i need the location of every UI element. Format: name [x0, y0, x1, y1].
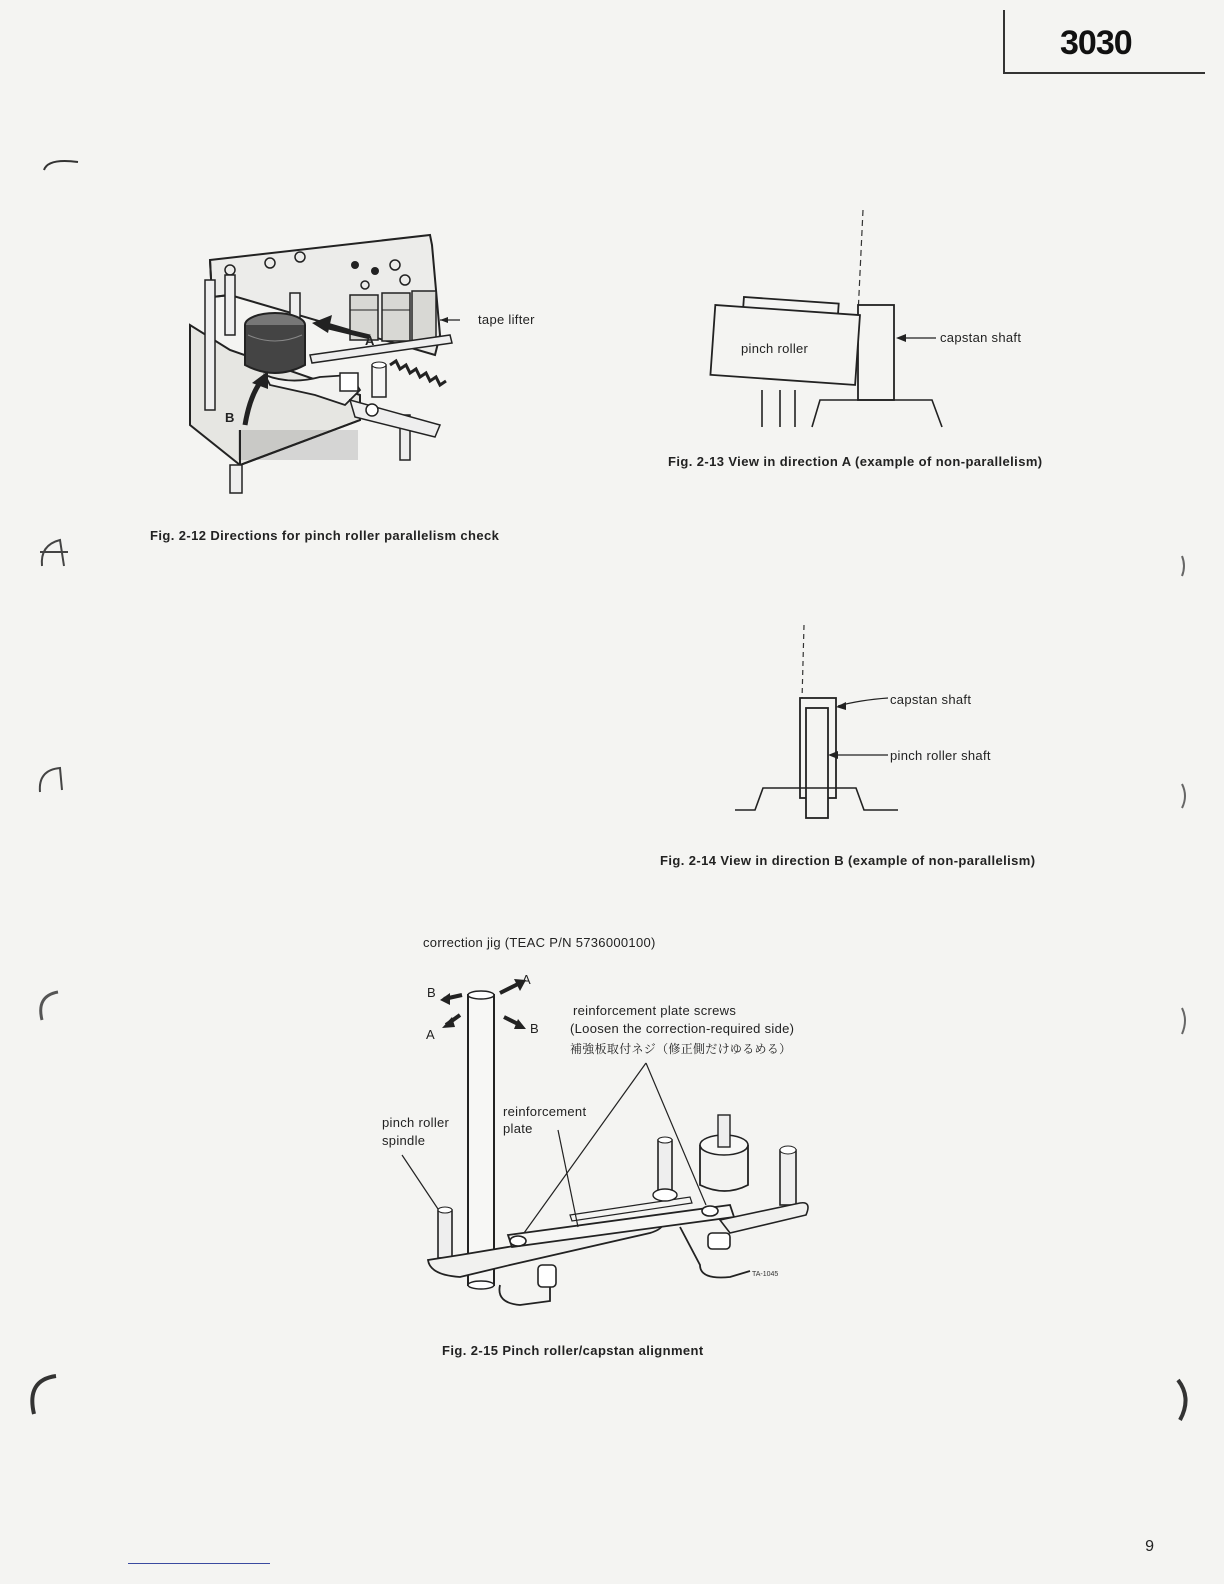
jig-dir-a-right: A	[522, 972, 531, 987]
fig-2-15-caption: Fig. 2-15 Pinch roller/capstan alignment	[442, 1343, 704, 1358]
screws-label-line2: (Loosen the correction-required side)	[570, 1021, 795, 1036]
fig-2-14-caption: Fig. 2-14 View in direction B (example of non-parallelism)	[660, 853, 1036, 868]
drawing-code: TA-1045	[752, 1271, 779, 1278]
capstan-shaft-label: capstan shaft	[940, 330, 1022, 345]
fig-2-12-caption: Fig. 2-12 Directions for pinch roller parallelism check	[150, 528, 500, 543]
reinforcement-plate-label-line2: plate	[503, 1121, 533, 1136]
bottom-rule	[128, 1563, 270, 1564]
page-number: 9	[1145, 1538, 1154, 1555]
direction-b-label: B	[225, 410, 235, 425]
spindle-label-line1: pinch roller	[382, 1115, 450, 1130]
binder-hole-marks	[0, 0, 90, 1584]
tape-lifter-label: tape lifter	[478, 312, 535, 327]
fig-2-13-caption: Fig. 2-13 View in direction A (example of non-parallelism)	[668, 454, 1043, 469]
pinch-roller-label: pinch roller	[741, 341, 809, 356]
right-edge-marks	[1170, 0, 1224, 1584]
pinch-roller-shaft-label: pinch roller shaft	[890, 748, 991, 763]
correction-jig-label: correction jig (TEAC P/N 5736000100)	[423, 935, 656, 950]
reinforcement-plate-label-line1: reinforcement	[503, 1104, 587, 1119]
view-direction-b-diagram	[730, 620, 910, 820]
jig-dir-b-left: B	[427, 985, 436, 1000]
capstan-shaft-label-b: capstan shaft	[890, 692, 972, 707]
jig-dir-a-left: A	[426, 1027, 435, 1042]
spindle-label-line2: spindle	[382, 1133, 426, 1148]
model-number: 3030	[1060, 24, 1132, 62]
jig-dir-b-right: B	[530, 1021, 539, 1036]
direction-a-label: A	[365, 333, 375, 348]
view-direction-a-diagram	[700, 205, 960, 430]
tape-deck-mechanism-illustration	[150, 225, 470, 500]
screws-label-line1: reinforcement plate screws	[573, 1003, 737, 1018]
pinch-roller-alignment-illustration	[400, 965, 820, 1320]
screws-label-japanese: 補強板取付ネジ（修正側だけゆるめる）	[570, 1042, 792, 1056]
